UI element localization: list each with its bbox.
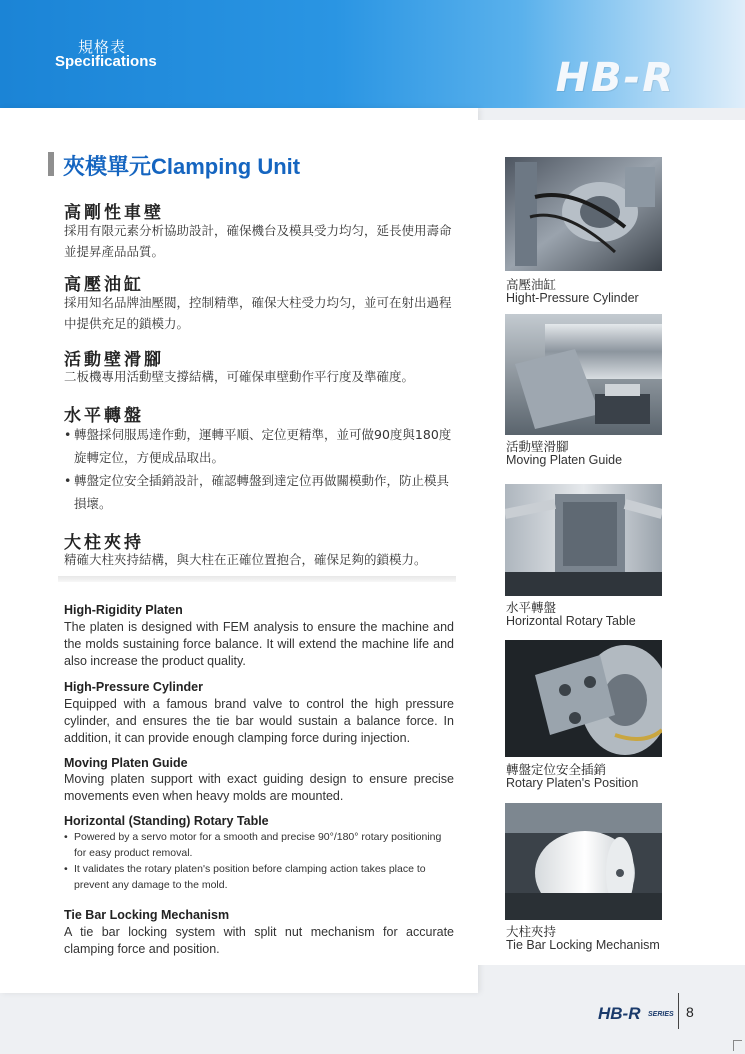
photo-caption-zh-guide: 活動壁滑腳 <box>506 439 569 454</box>
brand-logo: HB-R <box>555 55 675 101</box>
page-number: 8 <box>686 1004 694 1020</box>
photo-tie-bar <box>505 803 662 920</box>
en-text-rigidity: The platen is designed with FEM analysis to ensure the machine and the molds sustaining force balance. It will extend the machine life and also increase the product quality. <box>64 620 454 668</box>
zh-rotary-bullets <box>64 423 459 515</box>
footer-series-label: SERIES <box>648 1011 674 1018</box>
section-divider <box>58 576 456 582</box>
zh-heading-guide: 活動壁滑腳 <box>64 350 164 370</box>
crop-mark <box>733 1040 742 1051</box>
zh-rotary-bullet-1: • 轉盤採伺服馬達作動，運轉平順、定位更精準，並可做90度與180度旋轉定位，方便成品取出。 <box>64 423 459 469</box>
photo-caption-zh-cylinder: 高壓油缸 <box>506 277 557 292</box>
photo-caption-en-tiebar: Tie Bar Locking Mechanism <box>506 938 660 952</box>
photo-guide <box>505 314 662 435</box>
zh-rotary-bullet-2: • 轉盤定位安全插銷設計，確認轉盤到達定位再做關模動作，防止模具損壞。 <box>64 469 459 515</box>
en-heading-cylinder: High-Pressure Cylinder <box>64 680 203 694</box>
zh-text-rigidity: 採用有限元素分析協助設計，確保機台及模具受力均匀，延長使用壽命並提昇產品品質。 <box>64 223 452 259</box>
section-title-bar <box>48 152 54 176</box>
header-title-zh: 規格表 <box>78 38 127 56</box>
zh-heading-rotary: 水平轉盤 <box>64 406 144 426</box>
photo-cylinder <box>505 157 662 271</box>
photo-caption-zh-position: 轉盤定位安全插銷 <box>506 762 607 777</box>
zh-text-cylinder: 採用知名品牌油壓閥，控制精準，確保大柱受力均匀，並可在射出過程中提供充足的鎖模力。 <box>64 295 452 331</box>
zh-text-guide: 二板機專用活動壁支撐結構，可確保車壁動作平行度及準確度。 <box>64 369 415 384</box>
zh-heading-rigidity: 高剛性車壁 <box>64 203 164 223</box>
header-band <box>0 0 745 108</box>
section-title: 夾模單元Clamping Unit <box>63 154 301 179</box>
photo-caption-en-guide: Moving Platen Guide <box>506 453 623 467</box>
footer-separator <box>678 993 679 1029</box>
photo-caption-en-rotary: Horizontal Rotary Table <box>506 614 636 628</box>
en-text-tiebar: A tie bar locking system with split nut mechanism for accurate clamping force and position. <box>64 925 454 956</box>
photo-caption-en-position: Rotary Platen's Position <box>506 776 639 790</box>
en-rotary-bullets <box>64 829 456 893</box>
photo-rotary-position <box>505 640 662 757</box>
photo-caption-en-cylinder: Hight-Pressure Cylinder <box>506 291 639 305</box>
header-title-en: Specifications <box>55 53 157 70</box>
zh-heading-tiebar: 大柱夾持 <box>64 533 144 553</box>
en-text-guide: Moving platen support with exact guiding design to ensure precise movements even when heavy molds are mounted. <box>64 772 454 803</box>
footer-brand-logo: HB-R <box>598 1004 641 1023</box>
photo-caption-zh-rotary: 水平轉盤 <box>506 600 557 615</box>
zh-text-tiebar: 精確大柱夾持結構，與大柱在正確位置抱合，確保足夠的鎖模力。 <box>64 552 427 567</box>
en-heading-tiebar: Tie Bar Locking Mechanism <box>64 908 230 922</box>
photo-rotary-table <box>505 484 662 596</box>
en-text-cylinder: Equipped with a famous brand valve to control the high pressure cylinder, and ensures the tie bar would sustain a balance force. In addition, it can provide enough clamping force during injection. <box>64 697 454 745</box>
photo-caption-zh-tiebar: 大柱夾持 <box>506 924 557 939</box>
en-heading-guide: Moving Platen Guide <box>64 756 188 770</box>
en-rotary-bullet-2: • It validates the rotary platen's position before clamping action takes place to prevent any damage to the mold. <box>64 861 456 893</box>
en-heading-rotary: Horizontal (Standing) Rotary Table <box>64 814 269 828</box>
en-heading-rigidity: High-Rigidity Platen <box>64 603 183 617</box>
zh-heading-cylinder: 高壓油缸 <box>64 275 144 295</box>
en-rotary-bullet-1: • Powered by a servo motor for a smooth and precise 90°/180° rotary positioning for easy product removal. <box>64 829 456 861</box>
